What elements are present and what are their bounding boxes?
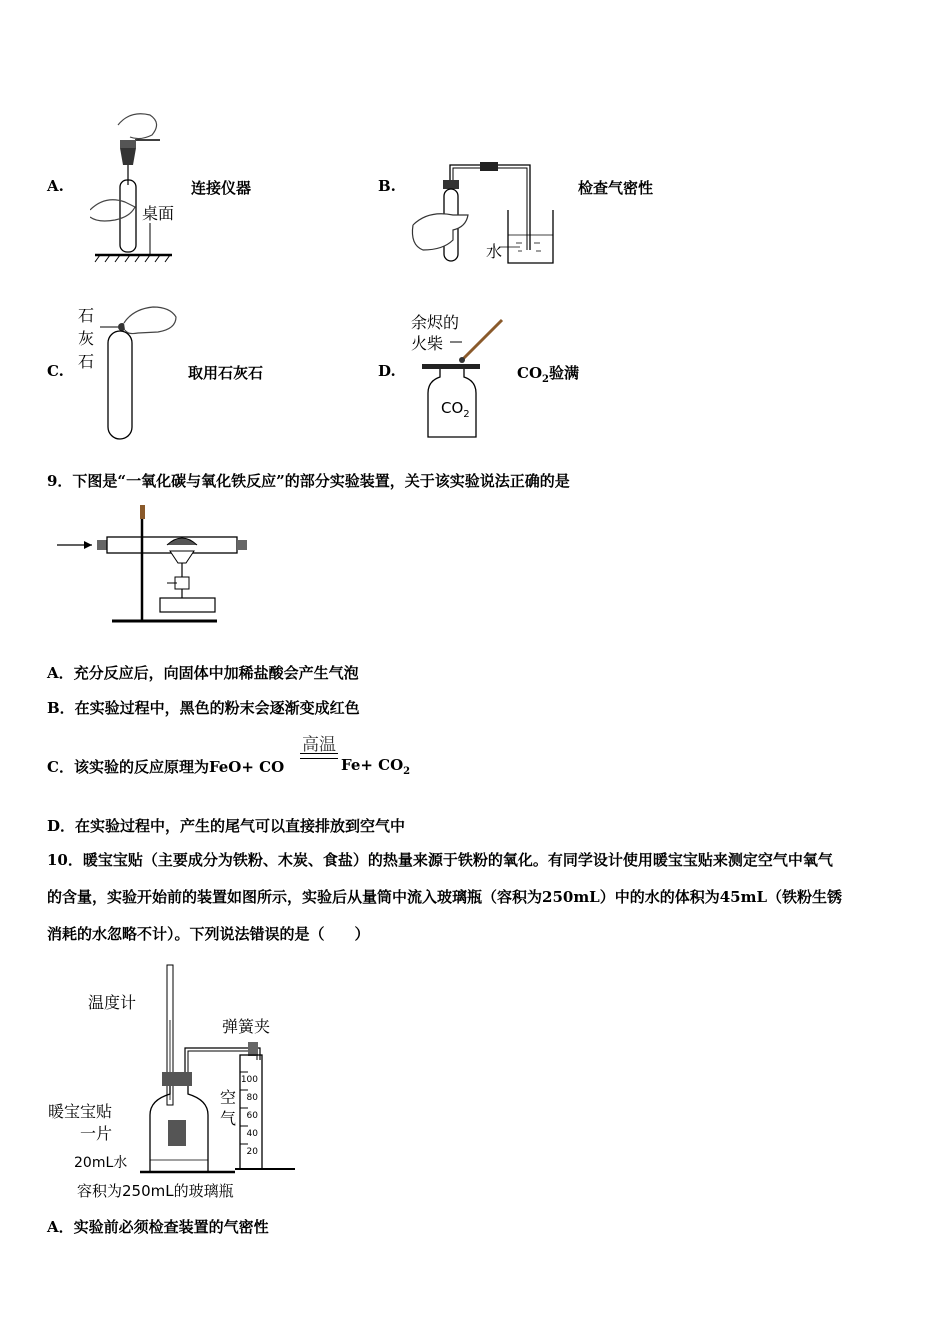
fig-label-clamp: 弹簧夹: [222, 1017, 271, 1036]
q9-option-c-prefix: C．该实验的反应原理为FeO+ CO: [47, 758, 285, 776]
q9-option-d: D．在实验过程中，产生的尾气可以直接排放到空气中: [47, 817, 406, 835]
q8-d-text: [517, 362, 579, 385]
q9-option-c-suffix: Fe+ CO: [341, 756, 404, 774]
scale-tick-100: 100: [240, 1075, 258, 1085]
q8-c-letter: C.: [47, 362, 64, 380]
q10-stem-line3: 消耗的水忽略不计）。下列说法错误的是（ ）: [47, 925, 370, 943]
q10-stem-line1: 10．暖宝宝贴（主要成分为铁粉、木炭、食盐）的热量来源于铁粉的氧化。有同学设计使用暖宝宝贴来测定空气中氧气: [47, 851, 833, 869]
q9-option-b: B．在实验过程中，黑色的粉末会逐渐变成红色: [47, 699, 360, 717]
reaction-condition: 高温: [302, 735, 336, 755]
fig-label-limestone-3: 石: [78, 352, 95, 371]
fig-label-air-1: 空: [220, 1088, 237, 1107]
q8-a-text: 连接仪器: [191, 179, 252, 197]
scale-tick-20: 20: [246, 1147, 258, 1157]
fig-co2-co: CO: [441, 399, 464, 417]
connect-apparatus-figure: [90, 105, 185, 265]
fig-label-pad-2: 一片: [80, 1124, 113, 1143]
fig-label-water: 水: [486, 242, 503, 261]
fig-label-limestone-1: 石: [78, 306, 95, 325]
q10-option-a: A．实验前必须检查装置的气密性: [47, 1218, 269, 1236]
q9-option-c: [47, 756, 284, 777]
q8-d-sub: 2: [542, 374, 549, 385]
q8-a-letter: A.: [47, 177, 64, 195]
fig-label-thermometer: 温度计: [88, 993, 137, 1012]
scale-tick-80: 80: [246, 1093, 258, 1103]
q8-d-co: CO: [517, 364, 543, 382]
co2-full-test-figure: [420, 315, 510, 443]
fig-label-air-2: 气: [220, 1109, 237, 1128]
warm-pad-oxygen-apparatus-figure: [140, 960, 305, 1185]
airtightness-figure: [408, 155, 558, 270]
q8-d-tail: 验满: [548, 364, 579, 382]
fig-co2-sub: 2: [463, 409, 470, 420]
fig-label-ember-2: 火柴: [411, 334, 444, 353]
fig-label-ember-1: 余烬的: [411, 313, 460, 332]
co-fe2o3-apparatus-figure: [52, 503, 252, 631]
fig-label-pad-1: 暖宝宝贴: [48, 1102, 113, 1121]
q8-b-letter: B.: [378, 177, 396, 195]
q8-b-text: 检查气密性: [578, 179, 654, 197]
fig-label-limestone-2: 灰: [78, 329, 95, 348]
scale-tick-40: 40: [246, 1129, 258, 1139]
q10-stem-line2: 的含量，实验开始前的装置如图所示，实验后从量筒中流入玻璃瓶（容积为250mL）中的水的体积为45mL（铁粉生锈: [47, 888, 843, 906]
fig-co2-label: [441, 399, 470, 420]
take-limestone-figure: [98, 297, 180, 443]
reaction-equals-sign: [300, 753, 338, 759]
fig-label-desk: 桌面: [142, 204, 175, 223]
q9-option-c-tail: [341, 756, 410, 777]
q9-stem: 9．下图是“一氧化碳与氧化铁反应”的部分实验装置，关于该实验说法正确的是: [47, 472, 570, 490]
q9-option-a: A．充分反应后，向固体中加稀盐酸会产生气泡: [47, 664, 359, 682]
scale-tick-60: 60: [246, 1111, 258, 1121]
q8-c-text: 取用石灰石: [188, 364, 264, 382]
q9-option-c-sub: 2: [403, 766, 411, 777]
q8-d-letter: D.: [378, 362, 396, 380]
fig-label-water-20ml: 20mL水: [74, 1155, 128, 1171]
fig-label-bottle: 容积为250mL的玻璃瓶: [77, 1182, 234, 1200]
